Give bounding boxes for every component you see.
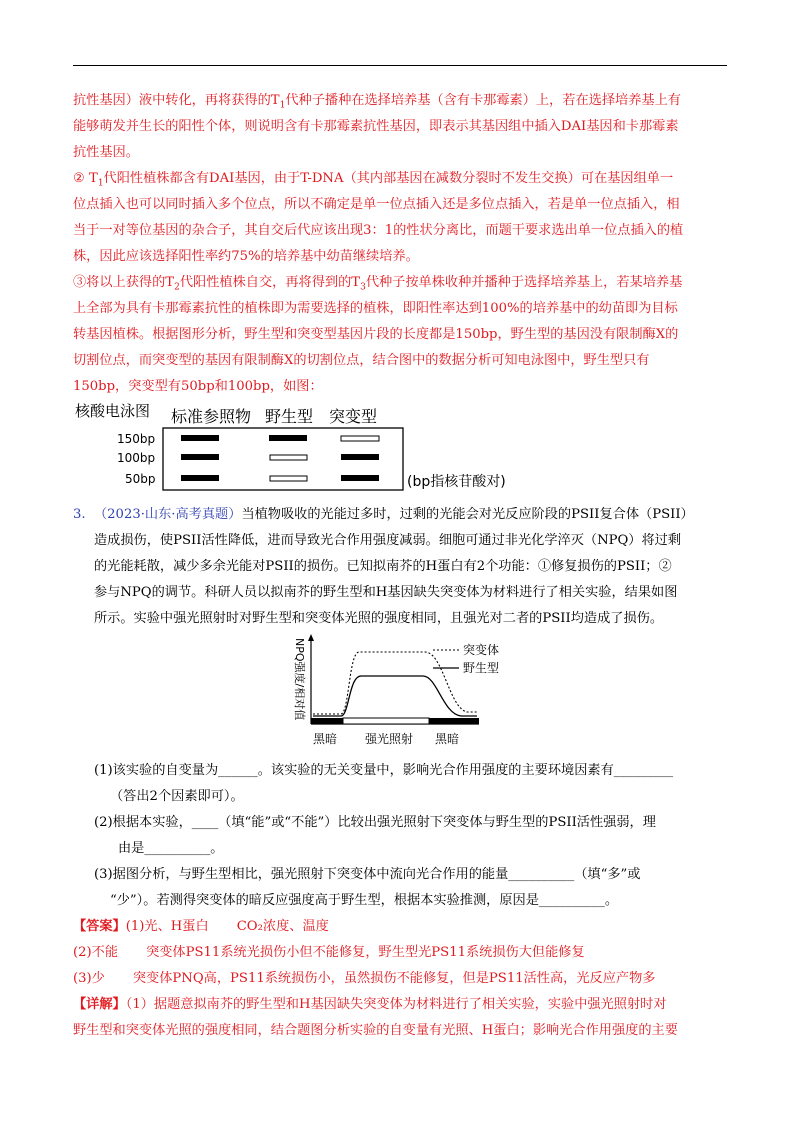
- x-seg-dark-1: 黑暗: [313, 732, 338, 746]
- band-wild-150: [269, 435, 307, 441]
- band-standard-50: [181, 475, 219, 481]
- prev-line-10: 转基因植株。根据图形分析，野生型和突变型基因片段的长度都是150bp，野生型的基因没有限制酶X的: [73, 327, 679, 342]
- prev-line-1: 抗性基因）液中转化，再将获得的$T_1$代种子播种在选择培养基（含有卡那霉素）上，若在选择培养基上有: [73, 93, 681, 111]
- bar-dark-1: [311, 718, 343, 724]
- prev-line-8: ③将以上获得的$T_2$代阳性植株自交，再将得到的$T_3$代种子按单株收种并播种于选择培养基上，若某培养基: [73, 275, 683, 293]
- bar-light: [343, 718, 429, 724]
- gel-col-label-mutant: 突变型: [329, 407, 378, 426]
- subq-3b: “少”）。若测得突变体的暗反应强度高于野生型，根据本实验推测，原因是__________。: [110, 893, 619, 908]
- answer-line-3: (3)少 突变体PNQ高，PS11系统损伤小，虽然损伤不能修复，但是PS11活性高，光反应产物多: [73, 971, 656, 986]
- band-mutant-150: [341, 436, 379, 441]
- gel-figure: [73, 400, 533, 500]
- band-wild-100: [270, 455, 307, 460]
- x-seg-light: 强光照射: [365, 732, 414, 746]
- answer-label: 【答案】: [73, 919, 126, 934]
- npq-ylabel: NPQ强度/相对值: [293, 638, 306, 721]
- bar-dark-2: [429, 718, 479, 724]
- legend-mutant-label: 突变体: [463, 643, 500, 657]
- q3-line-1: 3. （2023·山东·高考真题）当植物吸收的光能过多时，过剩的光能会对光反应阶段的PSII复合体（PSII）: [73, 507, 694, 522]
- series-wild-line: [313, 676, 477, 716]
- subq-2a: (2)根据本实验，____（填“能”或“不能”）比较出强光照射下突变体与野生型的PSII活性强弱，理: [94, 815, 656, 830]
- answer-line-2: (2)不能 突变体PS11系统光损伤小但不能修复，野生型光PS11系统损伤大但能修复: [73, 945, 585, 960]
- prev-line-4: ② $T_1$代阳性植株都含有DAI基因，由于T-DNA（其内部基因在减数分裂时不发生交换）可在基因组单一: [73, 171, 674, 189]
- x-seg-dark-2: 黑暗: [435, 732, 460, 746]
- band-standard-100: [181, 454, 219, 460]
- q3-line-4: 参与NPQ的调节。科研人员以拟南芥的野生型和H基因缺失突变体为材料进行了相关实验，结果如图: [94, 585, 678, 600]
- prev-line-3: 抗性基因。: [73, 145, 139, 160]
- prev-line-5: 位点插入也可以同时插入多个位点，所以不确定是单一位点插入还是多位点插入，若是单一位点插入，相: [73, 197, 680, 212]
- subq-3a: (3)据图分析，与野生型相比，强光照射下突变体中流向光合作用的能量__________（填“多”或: [94, 867, 641, 882]
- npq-y-arrow: [308, 634, 314, 641]
- gel-col-label-wild: 野生型: [265, 407, 314, 426]
- detail-line-2: 野生型和突变体光照的强度相同，结合题图分析实验的自变量有光照、H蛋白；影响光合作用强度的主要: [73, 1023, 678, 1038]
- prev-line-9: 上全部为具有卡那霉素抗性的植株即为需要选择的植株，即阳性率达到100%的培养基中的幼苗即为目标: [73, 301, 678, 316]
- answer-line-1: 【答案】(1)光、H蛋白 CO₂浓度、温度: [73, 919, 329, 934]
- npq-chart: [283, 632, 523, 752]
- detail-label: 【详解】: [73, 997, 126, 1012]
- header-rule: [73, 65, 727, 66]
- q3-source: （2023·山东·高考真题）: [93, 507, 242, 522]
- subq-1b: （答出2个因素即可）。: [110, 789, 244, 804]
- prev-line-12: 150bp，突变型有50bp和100bp，如图：: [73, 379, 323, 394]
- band-standard-150: [181, 435, 219, 441]
- gel-title: 核酸电泳图: [75, 402, 151, 420]
- gel-note: (bp指核苷酸对): [407, 474, 506, 490]
- prev-line-7: 株，因此应该选择阳性率约75%的培养基中幼苗继续培养。: [73, 249, 419, 264]
- q3-line-3: 的光能耗散，减少多余光能对PSII的损伤。已知拟南芥的H蛋白有2个功能：①修复损伤的PSII；②: [94, 559, 672, 574]
- band-wild-50: [270, 476, 307, 481]
- gel-col-label-standard: 标准参照物: [171, 407, 252, 426]
- band-mutant-100: [341, 454, 379, 460]
- subq-1a: (1)该实验的自变量为______。该实验的无关变量中，影响光合作用强度的主要环境因素有_________: [94, 763, 674, 778]
- prev-line-11: 切割位点，而突变型的基因有限制酶X的切割位点，结合图中的数据分析可知电泳图中，野生型只有: [73, 353, 650, 368]
- q3-line-5: 所示。实验中强光照射时对野生型和突变体光照的强度相同，且强光对二者的PSII均造成了损伤。: [94, 611, 664, 626]
- q3-line-2: 造成损伤，使PSII活性降低，进而导致光合作用强度减弱。细胞可通过非光化学淬灭（NPQ）将过剩: [94, 533, 682, 548]
- prev-line-6: 当于一对等位基因的杂合子，其自交后代应该出现3：1的性状分离比，而题干要求选出单一位点插入的植: [73, 223, 684, 238]
- legend-wild-label: 野生型: [463, 661, 500, 675]
- gel-row-label-100: 100bp: [117, 451, 156, 465]
- subq-2b: 由是__________。: [118, 841, 224, 856]
- series-mutant-line: [313, 652, 477, 714]
- gel-row-label-150: 150bp: [117, 432, 156, 446]
- band-mutant-50: [341, 475, 379, 481]
- gel-row-label-50: 50bp: [125, 472, 156, 486]
- prev-line-2: 能够萌发并生长的阳性个体，则说明含有卡那霉素抗性基因，即表示其基因组中插入DAI基因和卡那霉素: [73, 119, 679, 134]
- detail-line-1: 【详解】（1）据题意拟南芥的野生型和H基因缺失突变体为材料进行了相关实验，实验中强光照射时对: [73, 997, 667, 1012]
